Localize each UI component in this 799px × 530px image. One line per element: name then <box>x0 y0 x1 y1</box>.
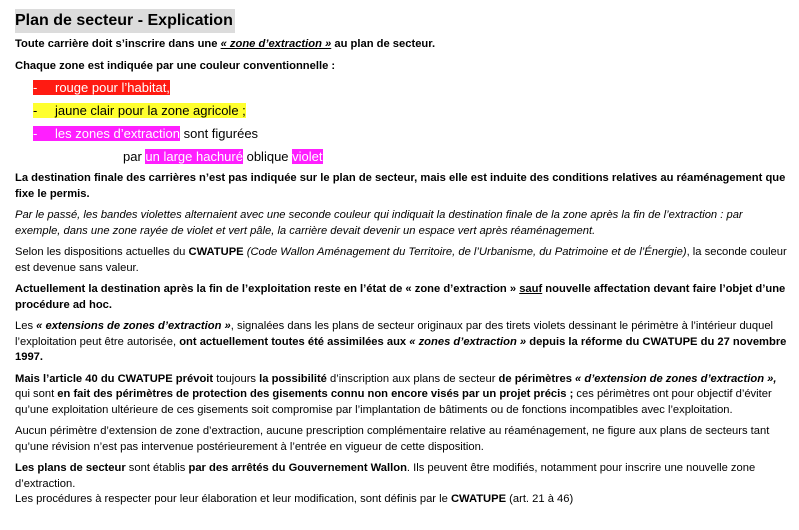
bullet-red-text: rouge pour l’habitat, <box>55 80 170 95</box>
p4-a: Actuellement la destination après la fin de l’exploitation reste en l’état de « zone d’extraction » <box>15 283 520 295</box>
bullet-yellow <box>33 100 787 123</box>
intro-line-2: Chaque zone est indiquée par une couleur conventionnelle : <box>15 59 336 72</box>
p6-c: la possibilité <box>259 372 327 385</box>
p3-a: Selon les dispositions actuelles du <box>15 246 189 258</box>
page-title: Plan de secteur - Explication <box>15 9 235 33</box>
p3-d: , la seconde couleur est devenue sans valeur. <box>15 246 787 274</box>
p9-a: Les procédures à respecter pour leur élaboration et leur modification, sont définis par le <box>15 493 451 505</box>
p8-b: sont établis <box>125 462 189 474</box>
paragraph-history: Par le passé, les bandes violettes alternaient avec une seconde couleur qui indiquait la destination finale de la zone après la fin de l’extraction : par exemple, dans une zone rayée de violet et vert pâle, la carrière devait devenir un espace vert après réaménagement. <box>15 209 743 237</box>
bullet-dash: - <box>33 80 38 95</box>
p4-c: nouvelle affectation devant faire l’objet d’une procédure ad hoc. <box>15 283 786 311</box>
p8-c: par des arrêtés du Gouvernement Wallon <box>188 462 407 474</box>
p5-d: ont actuellement toutes été assimilées aux <box>179 335 410 348</box>
paragraph-plans-secteur <box>15 461 787 492</box>
bullet-red-highlight <box>33 80 170 95</box>
p8-a: Les plans de secteur <box>15 462 126 474</box>
p9-cwatupe: CWATUPE <box>450 493 507 505</box>
paragraph-article-40 <box>15 372 787 419</box>
p4-sauf: sauf <box>519 283 543 295</box>
p5-f: depuis la réforme du CWATUPE du 27 novembre 1997. <box>15 335 787 363</box>
intro-line-1 <box>15 37 787 53</box>
p6-g: qui sont <box>15 388 58 400</box>
bullet-red <box>33 77 787 100</box>
zone-extraction-term: « zone d’extraction » <box>220 38 332 50</box>
bullet-yellow-highlight <box>33 103 246 118</box>
bullet-magenta <box>33 123 787 146</box>
bullet-dash: - <box>33 126 38 141</box>
p3-cwatupe: CWATUPE <box>188 246 244 258</box>
paragraph-destination: La destination finale des carrières n’est pas indiquée sur le plan de secteur, mais elle est induite des conditions relatives au réaménagement que fixe le permis. <box>15 172 786 200</box>
p5-a: Les <box>15 320 37 332</box>
document-page <box>15 9 787 508</box>
p8-d: . Ils peuvent être modifiés, notamment pour inscrire une nouvelle zone d’extraction. <box>15 462 756 490</box>
p5-b: « extensions de zones d’extraction » <box>36 320 231 332</box>
p6-h: en fait des périmètres de protection des gisements connu non encore visés par un projet précis ; <box>57 388 574 400</box>
p6-d: d’inscription aux plans de secteur <box>326 372 499 385</box>
paragraph-no-perimeter: Aucun périmètre d’extension de zone d’extraction, aucune prescription complémentaire relative au réaménagement, ne figure aux plans de secteurs tant qu’une révision n’est pas intervenue postérieurement à l’entrée en vigueur de cette disposition. <box>15 425 770 453</box>
p3-code-name: (Code Wallon Aménagement du Territoire, de l’Urbanisme, du Patrimoine et de l’Énergie) <box>243 246 687 258</box>
p5-c: , signalées dans les plans de secteur originaux par des tirets violets dessinant le périmètre à l’intérieur duquel l’exploitation peut être autorisée, <box>15 320 774 348</box>
bullet-magenta-rest: sont figurées <box>180 126 259 141</box>
paragraph-extensions <box>15 319 787 366</box>
p6-b: toujours <box>213 372 260 385</box>
intro-line-1-end: au plan de secteur. <box>331 38 436 50</box>
hatch-oblique: oblique <box>242 149 293 164</box>
hatch-par: par <box>123 149 146 164</box>
paragraph-current-destination <box>15 282 787 313</box>
bullet-yellow-text: jaune clair pour la zone agricole ; <box>55 103 246 118</box>
hatch-highlight-1: un large hachuré <box>145 149 243 164</box>
p6-f: « d’extension de zones d’extraction », <box>575 372 777 385</box>
bullet-dash: - <box>33 103 38 118</box>
paragraph-cwatupe <box>15 245 787 276</box>
hatch-highlight-2: violet <box>292 149 323 164</box>
intro-line-1-text: Toute carrière doit s’inscrire dans une <box>15 38 221 50</box>
p6-a: Mais l’article 40 du CWATUPE prévoit <box>15 372 214 385</box>
p5-e: « zones d’extraction » <box>409 335 527 348</box>
bullet-magenta-highlight <box>33 126 180 141</box>
p6-i: ces périmètres ont pour objectif d’éviter qu’une exploitation ultérieure de ces gisements soit compromise par l’implantation de bâtiments ou de fonctions incompatibles avec l’exploitation. <box>15 388 772 416</box>
bullet-magenta-text: les zones d’extraction <box>55 126 181 141</box>
p9-c: (art. 21 à 46) <box>506 493 574 505</box>
hatch-line <box>15 146 787 168</box>
paragraph-procedures <box>15 492 787 508</box>
p6-e: de périmètres <box>498 372 576 385</box>
